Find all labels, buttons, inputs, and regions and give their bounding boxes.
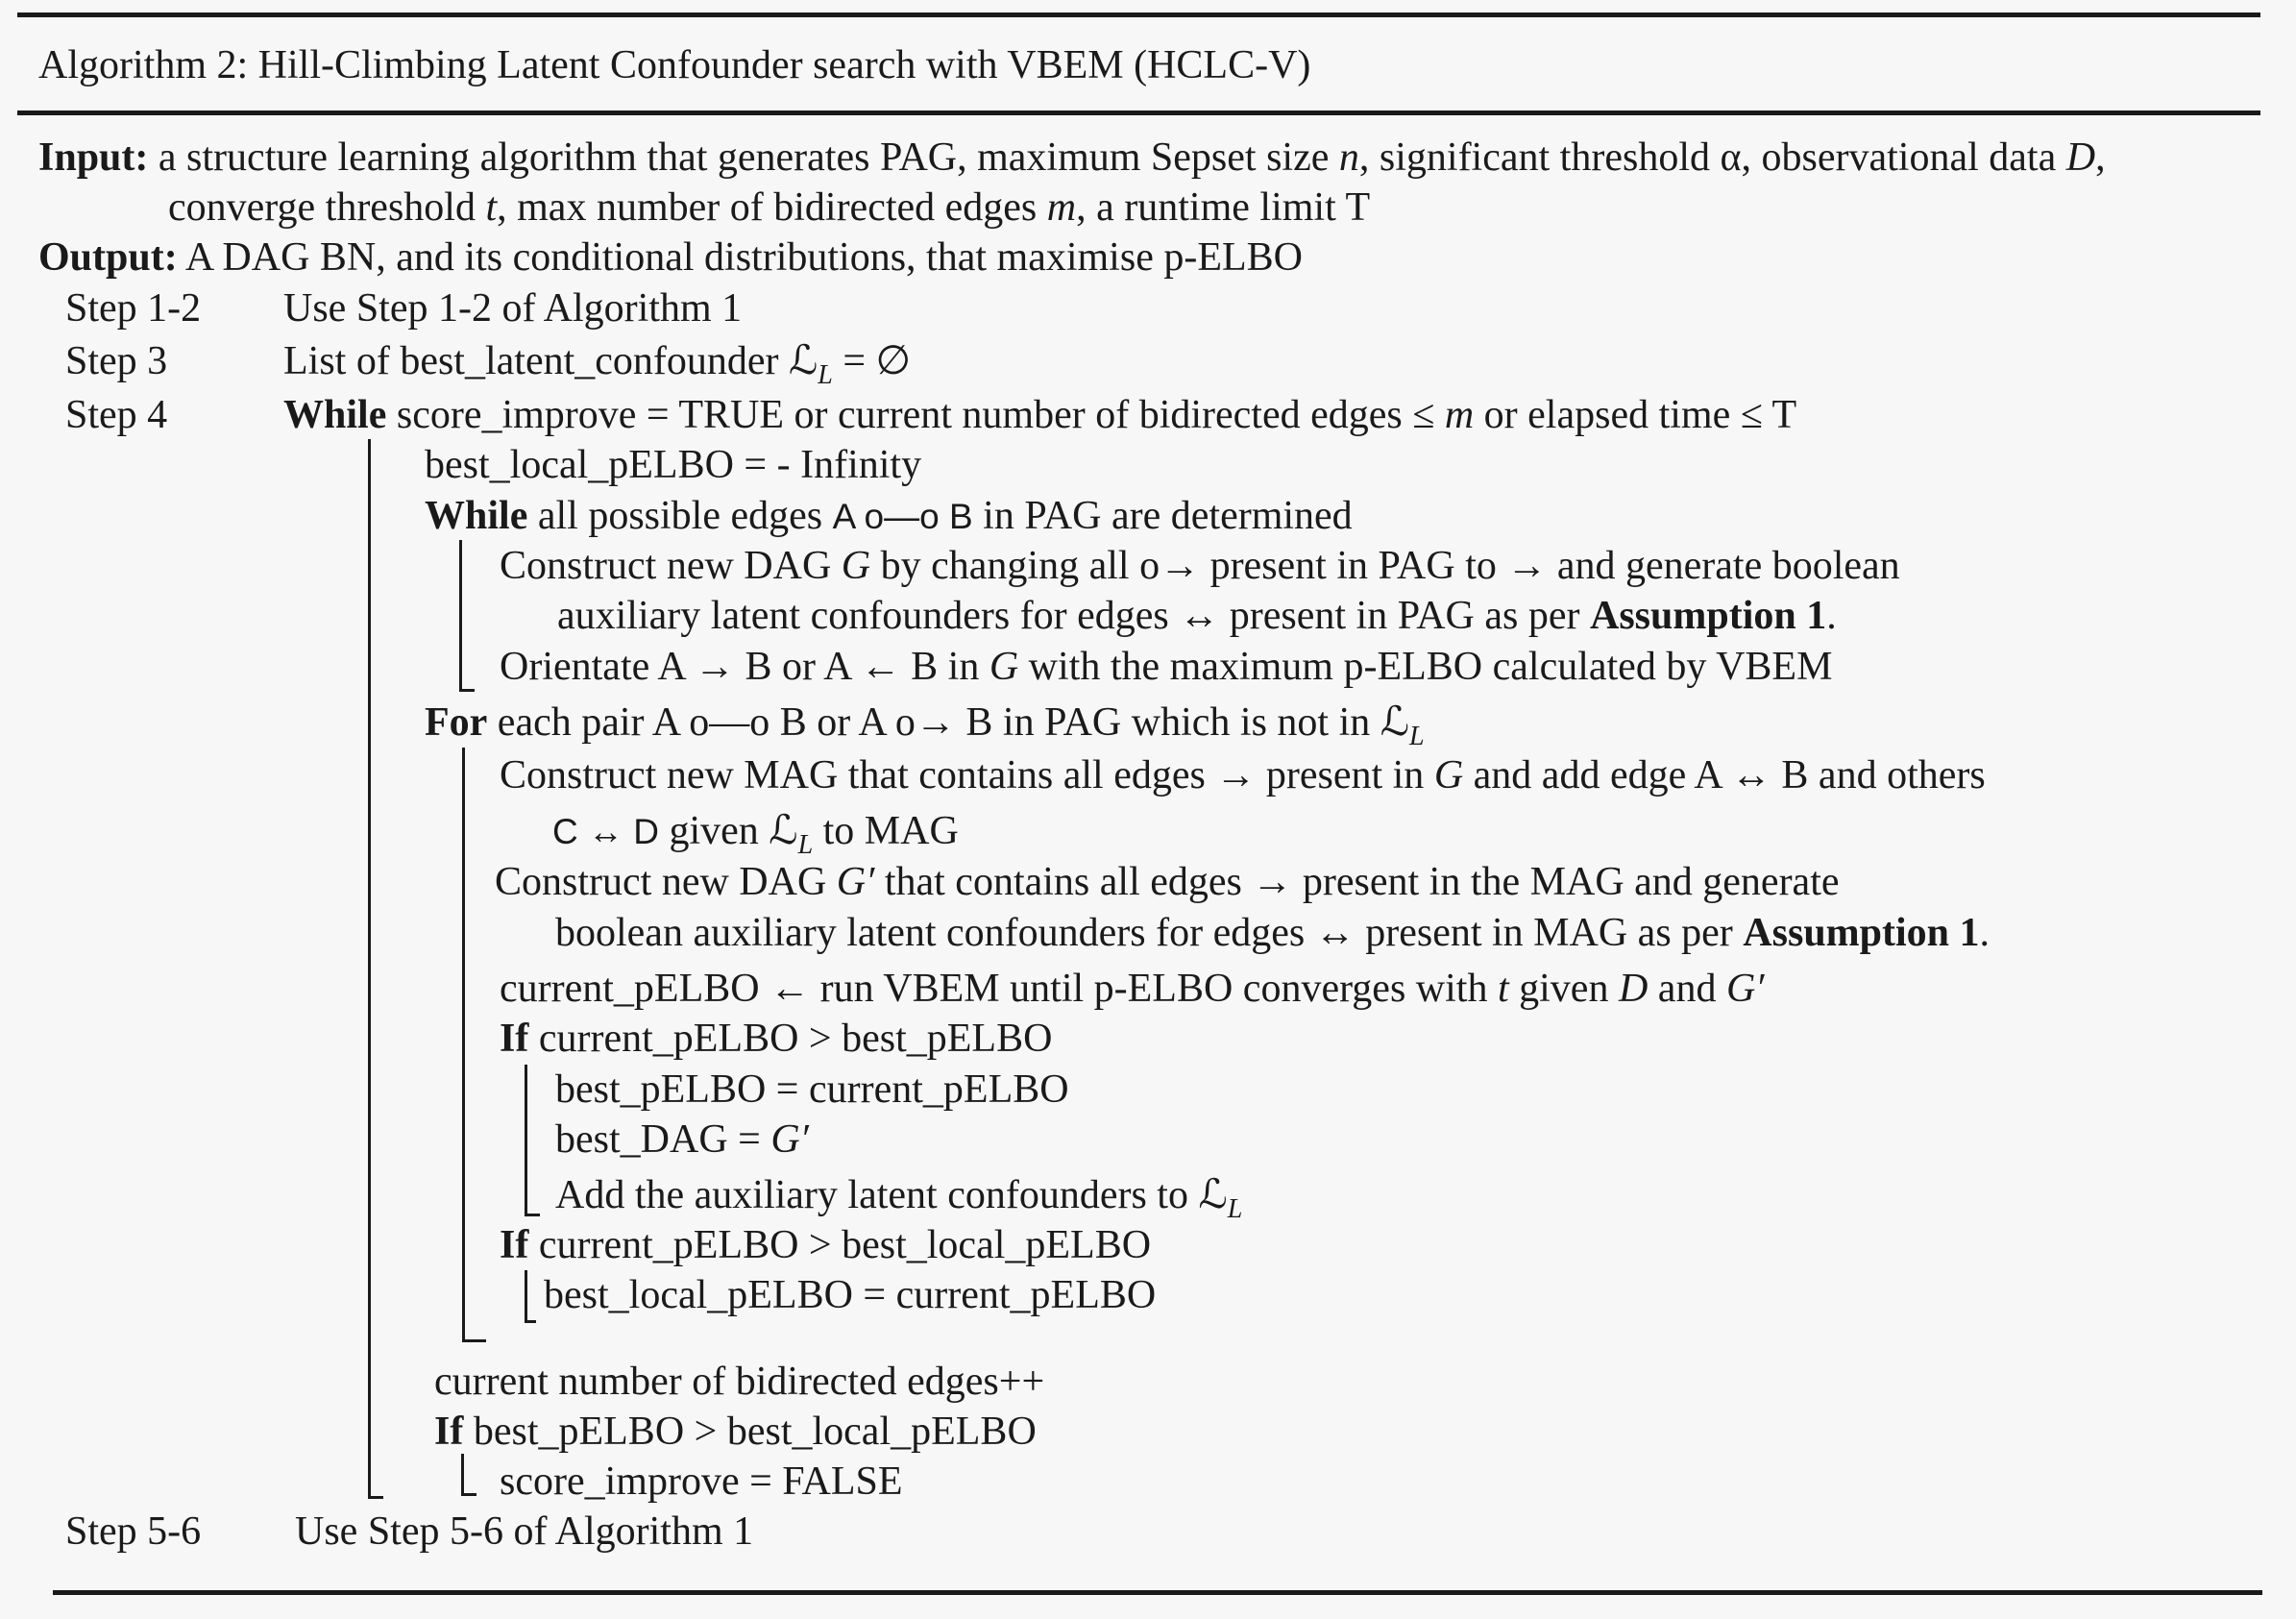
input-line-2: converge threshold t, max number of bidirected edges m, a runtime limit T (168, 185, 1371, 230)
increment-line: current number of bidirected edges++ (434, 1360, 1045, 1404)
construct-dag2-line-1: Construct new DAG G′ that contains all edges → present in the MAG and generate (495, 860, 1840, 904)
construct-dag2-line-2: boolean auxiliary latent confounders for edges ↔ present in MAG as per Assumption 1. (555, 911, 1991, 955)
output-line: Output: A DAG BN, and its conditional distributions, that maximise p-ELBO (38, 235, 1303, 280)
if2-bar-foot (525, 1320, 536, 1323)
for-bar-foot (462, 1339, 486, 1342)
outer-while-bar (368, 439, 371, 1499)
step-5-6-text: Use Step 5-6 of Algorithm 1 (295, 1509, 754, 1554)
if1-body-2: best_DAG = G′ (555, 1117, 809, 1162)
title-rule (17, 110, 2260, 115)
inner-while: While all possible edges A o—o B in PAG are determined (425, 494, 1353, 538)
step-1-2-text: Use Step 1-2 of Algorithm 1 (283, 286, 743, 331)
for-line: For each pair A o—o B or A o→ B in PAG which is not in ℒ$_L$ (425, 700, 1425, 751)
output-label: Output: (38, 235, 178, 280)
construct-mag-line-1: Construct new MAG that contains all edges → present in G and add edge A ↔ B and others (500, 753, 1986, 797)
step-1-2-label: Step 1-2 (65, 286, 202, 331)
if1-body-3: Add the auxiliary latent confounders to ℒ$_L$ (555, 1173, 1243, 1224)
if2-body: best_local_pELBO = current_pELBO (544, 1273, 1157, 1317)
if-best-pelbo: If current_pELBO > best_pELBO (500, 1017, 1053, 1061)
if3-bar (461, 1454, 464, 1496)
if3-body: score_improve = FALSE (500, 1460, 903, 1504)
outer-while-bar-foot (368, 1496, 383, 1499)
input-line-1: Input: a structure learning algorithm that generates PAG, maximum Sepset size n, significant threshold α, observational data D, (38, 135, 2106, 180)
if3-bar-foot (461, 1493, 476, 1496)
inner-while-bar-foot (459, 689, 475, 692)
run-vbem-line: current_pELBO ← run VBEM until p-ELBO converges with t given D and G′ (500, 967, 1765, 1011)
construct-dag-line-2: auxiliary latent confounders for edges ↔ present in PAG as per Assumption 1. (557, 594, 1837, 638)
top-rule (17, 12, 2260, 17)
step-4-label: Step 4 (65, 393, 168, 437)
construct-mag-line-2: C ↔ D given ℒ$_L$ to MAG (552, 809, 959, 860)
orientate-line: Orientate A → B or A ← B in G with the maximum p-ELBO calculated by VBEM (500, 645, 1833, 689)
best-local-init: best_local_pELBO = - Infinity (425, 443, 922, 487)
bottom-rule (53, 1590, 2262, 1595)
step-5-6-label: Step 5-6 (65, 1509, 202, 1554)
step-3-label: Step 3 (65, 339, 168, 383)
step-3-text: List of best_latent_confounder ℒ$_L$ = ∅ (283, 339, 912, 390)
if2-bar (525, 1270, 527, 1323)
if-score-improve: If best_pELBO > best_local_pELBO (434, 1410, 1037, 1454)
step-4-while: While score_improve = TRUE or current number of bidirected edges ≤ m or elapsed time ≤ T (283, 393, 1797, 437)
if1-bar (525, 1065, 527, 1216)
if-best-local-pelbo: If current_pELBO > best_local_pELBO (500, 1223, 1152, 1267)
inner-while-bar (459, 540, 462, 692)
for-bar (462, 748, 465, 1342)
if1-bar-foot (525, 1214, 540, 1216)
algorithm-title: Algorithm 2: Hill-Climbing Latent Confounder search with VBEM (HCLC-V) (38, 43, 1311, 87)
construct-dag-line-1: Construct new DAG G by changing all o→ present in PAG to → and generate boolean (500, 544, 1900, 588)
if1-body-1: best_pELBO = current_pELBO (555, 1067, 1069, 1112)
input-label: Input: (38, 135, 149, 180)
